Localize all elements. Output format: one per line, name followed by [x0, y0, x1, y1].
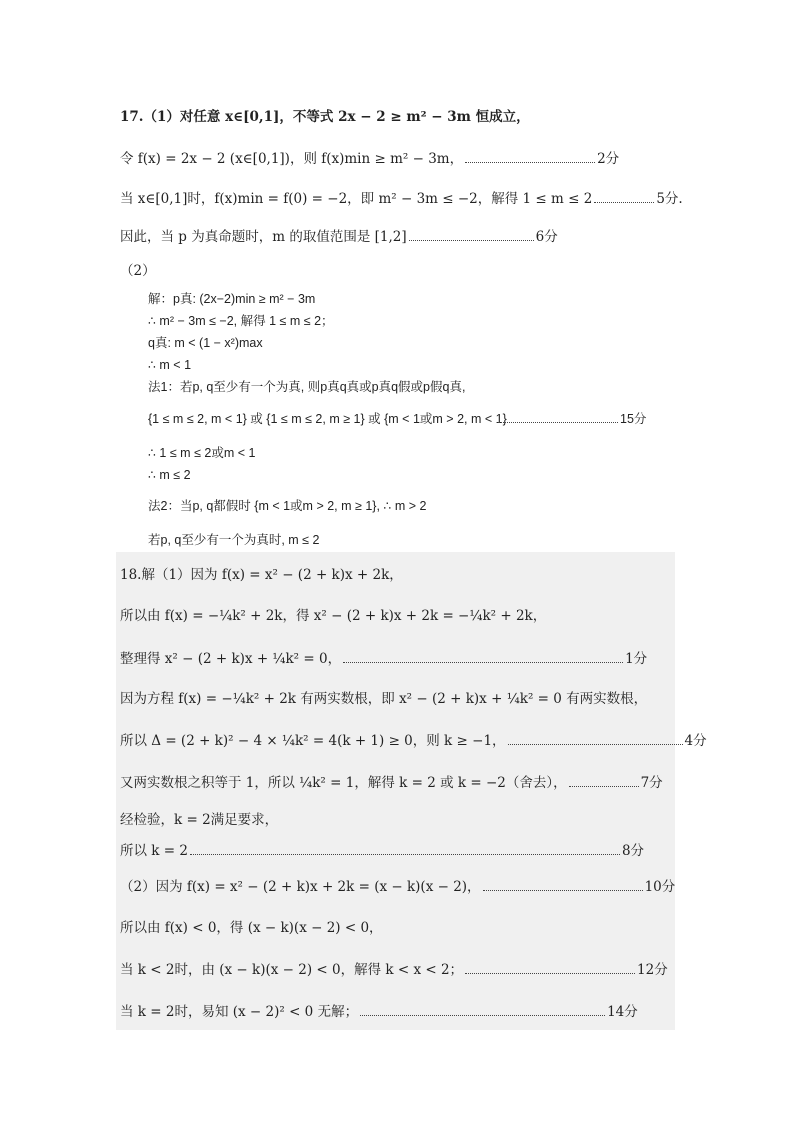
score-2: 2分: [597, 151, 620, 167]
q18-line-7: 经检验，k = 2满足要求，: [120, 812, 279, 828]
leader-dots: [465, 152, 595, 163]
score-12: 12分: [637, 962, 668, 978]
leader-dots: [594, 192, 654, 203]
score-6: 6分: [535, 229, 558, 245]
q17-score-15: 15分: [496, 410, 646, 428]
q18-line-6: 又两实数根之积等于 1，所以 ¼k² = 1，解得 k = 2 或 k = −2（舍去）， 7分: [120, 775, 663, 791]
q17-part-2-label: （2）: [120, 263, 156, 279]
q18-line-11: 当 k < 2时，由 (x − k)(x − 2) < 0，解得 k < x < 2； 12分: [120, 962, 668, 978]
q17-sol-2: ∴ m² − 3m ≤ −2, 解得 1 ≤ m ≤ 2；: [148, 314, 334, 328]
leader-dots: [569, 776, 639, 787]
q17-sol-4: ∴ m < 1: [148, 358, 192, 372]
q17-line-4: 因此，当 p 为真命题时，m 的取值范围是 [1,2] 6分: [120, 229, 558, 245]
q17-line-1: [120, 108, 530, 126]
q17-text-1: 17.（1）对任意 x∈[0,1]，不等式 2x − 2 ≥ m² − 3m 恒成立，: [120, 109, 530, 125]
q17-sol-6: {1 ≤ m ≤ 2, m < 1} 或 {1 ≤ m ≤ 2, m ≥ 1} 或 {m < 1或m > 2, m < 1}: [148, 412, 507, 426]
leader-dots: [409, 230, 534, 241]
q17-sol-7: ∴ 1 ≤ m ≤ 2或m < 1: [148, 446, 256, 460]
score-1: 1分: [625, 651, 648, 667]
q18-line-2: 所以由 f(x) = −¼k² + 2k，得 x² − (2 + k)x + 2k = −¼k² + 2k，: [120, 608, 547, 624]
q18-line-12: 当 k = 2时，易知 (x − 2)² < 0 无解； 14分: [120, 1004, 638, 1020]
leader-dots: [360, 1005, 605, 1016]
q17-sol-5: 法1：若p, q至少有一个为真, 则p真q真或p真q假或p假q真,: [148, 380, 466, 394]
score-8: 8分: [621, 843, 645, 859]
q18-line-8: 所以 k = 2 8分: [120, 843, 645, 859]
q18-line-5: 所以 Δ = (2 + k)² − 4 × ¼k² = 4(k + 1) ≥ 0，则 k ≥ −1， 4分: [120, 733, 707, 749]
q18-line-9: （2）因为 f(x) = x² − (2 + k)x + 2k = (x − k)(x − 2)， 10分: [120, 879, 676, 895]
leader-dots: [465, 963, 635, 974]
score-4: 4分: [684, 733, 707, 749]
leader-dots: [483, 880, 643, 891]
q17-line-3: 当 x∈[0,1]时，f(x)min = f(0) = −2，即 m² − 3m ≤ −2，解得 1 ≤ m ≤ 2 5分.: [120, 191, 683, 207]
q18-line-1: 18.解（1）因为 f(x) = x² − (2 + k)x + 2k，: [120, 567, 403, 583]
leader-dots: [190, 844, 620, 855]
q18-line-10: 所以由 f(x) < 0，得 (x − k)(x − 2) < 0，: [120, 920, 383, 936]
score-14: 14分: [607, 1004, 638, 1020]
q18-line-4: 因为方程 f(x) = −¼k² + 2k 有两实数根，即 x² − (2 + k)x + ¼k² = 0 有两实数根，: [120, 691, 648, 707]
q17-line-2: 令 f(x) = 2x − 2 (x∈[0,1])，则 f(x)min ≥ m² − 3m， 2分: [120, 151, 620, 167]
q17-sol-3: q真: m < (1 − x²)max: [148, 336, 263, 350]
leader-dots: [498, 412, 618, 423]
leader-dots: [508, 734, 683, 745]
q17-sol-8: ∴ m ≤ 2: [148, 468, 191, 482]
score-10: 10分: [644, 879, 676, 895]
score-7: 7分: [640, 775, 663, 791]
q18-line-3: 整理得 x² − (2 + k)x + ¼k² = 0， 1分: [120, 651, 648, 667]
q17-sol-1: 解：p真: (2x−2)min ≥ m² − 3m: [148, 292, 316, 306]
score-5: 5分.: [656, 191, 683, 207]
q17-sol-10: 若p, q至少有一个为真时, m ≤ 2: [148, 533, 320, 547]
q17-sol-9: 法2：当p, q都假时 {m < 1或m > 2, m ≥ 1}, ∴ m > 2: [148, 499, 427, 513]
leader-dots: [343, 652, 623, 663]
